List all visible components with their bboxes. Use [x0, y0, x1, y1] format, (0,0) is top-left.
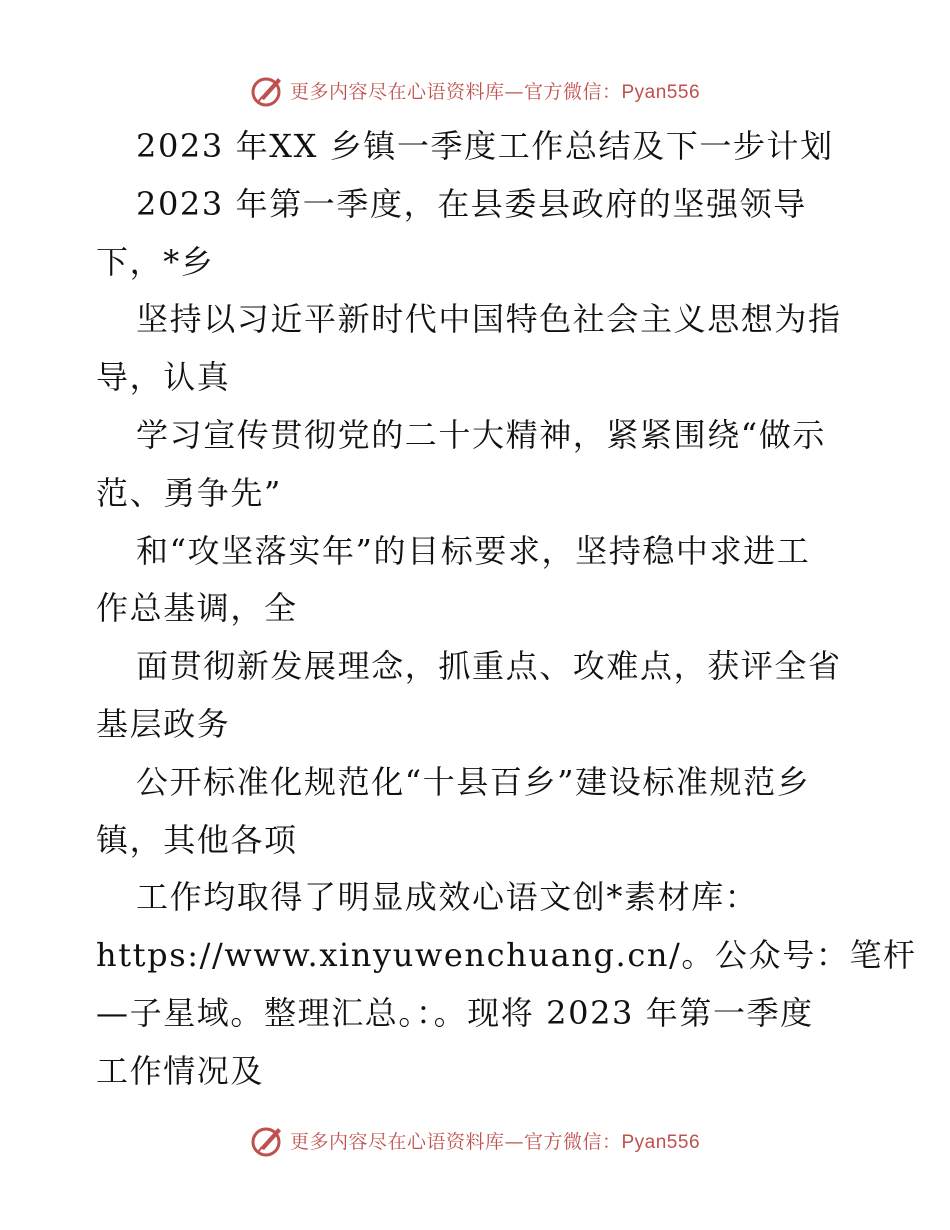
document-title: 2023 年XX 乡镇一季度工作总结及下一步计划: [136, 127, 834, 165]
paragraph-line: 坚持以习近平新时代中国特色社会主义思想为指: [136, 300, 842, 339]
paragraph-line: 工作均取得了明显成效心语文创*素材库：: [136, 878, 759, 917]
paragraph-line: 学习宣传贯彻党的二十大精神，紧紧围绕“做示: [136, 415, 826, 454]
paragraph-line: 镇，其他各项: [96, 820, 298, 859]
footer-banner-label: 更多内容尽在心语资料库—官方微信：: [289, 1130, 622, 1153]
document-body: [96, 118, 917, 1101]
paragraph-line: 和“攻坚落实年”的目标要求，坚持稳中求进工: [136, 531, 811, 570]
header-banner-label: 更多内容尽在心语资料库—官方微信：: [289, 80, 622, 103]
paragraph-line: 面贯彻新发展理念，抓重点、攻难点，获评全省: [136, 647, 842, 686]
paragraph-line: —子星域。整理汇总。：。现将 2023 年第一季度: [96, 993, 814, 1032]
paragraph-line: 范、勇争先”: [96, 473, 282, 512]
paragraph-line: 2023 年第一季度，在县委县政府的坚强领导: [136, 184, 807, 223]
paragraph-line: 工作情况及: [96, 1051, 265, 1090]
header-watermark-banner: [0, 70, 950, 110]
quill-pen-logo-icon: [250, 72, 286, 108]
header-banner-text: [290, 77, 700, 104]
paragraph-line: 基层政务: [96, 704, 231, 743]
paragraph-line: 下，*乡: [96, 242, 215, 281]
footer-banner-text: [290, 1127, 700, 1154]
paragraph-line: 导，认真: [96, 358, 231, 397]
footer-wechat-id: Pyan556: [621, 1131, 701, 1153]
paragraph-line: 公开标准化规范化“十县百乡”建设标准规范乡: [136, 762, 811, 801]
paragraph-line-url: https://www.xinyuwenchuang.cn/。公众号：笔杆: [96, 936, 917, 975]
header-wechat-id: Pyan556: [621, 81, 701, 103]
paragraph-line: 作总基调，全: [96, 589, 298, 628]
quill-pen-logo-icon: [250, 1122, 286, 1158]
footer-watermark-banner: [0, 1120, 950, 1160]
